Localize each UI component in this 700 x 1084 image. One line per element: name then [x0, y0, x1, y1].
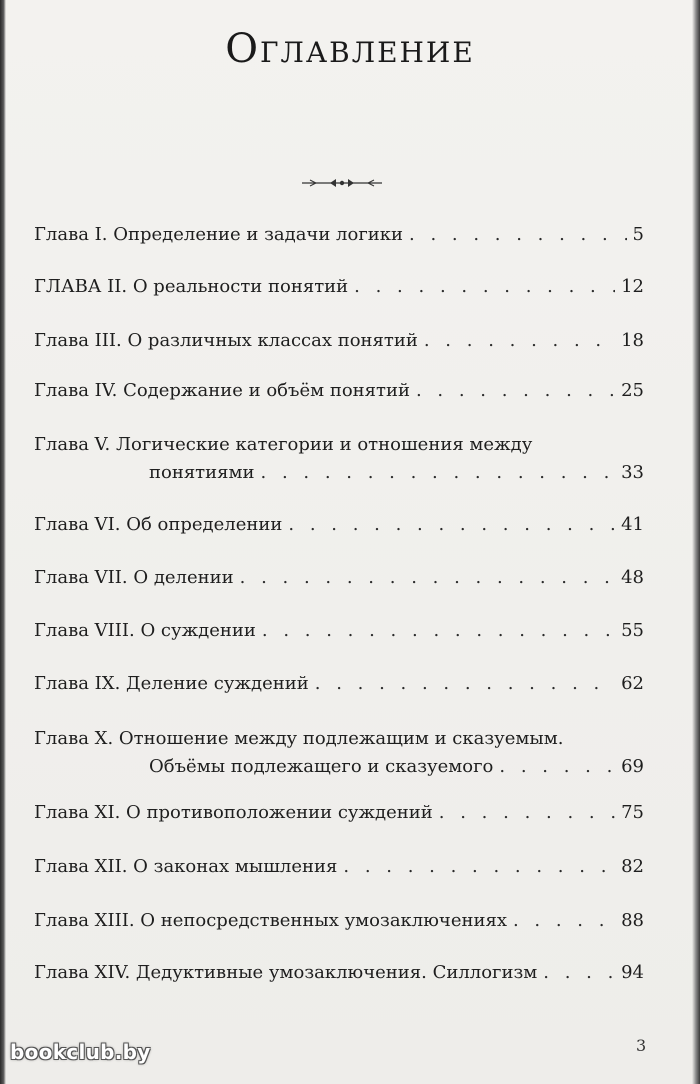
- toc-entry-8: [34, 616, 644, 646]
- page-number: 3: [636, 1036, 647, 1055]
- toc-page-number: 18: [621, 330, 644, 351]
- toc-entry-14: [34, 958, 644, 988]
- dot-leader: [240, 563, 615, 593]
- page-edge-right: [692, 0, 700, 1084]
- toc-page-number: 55: [621, 620, 644, 641]
- toc-title: Глава VIII. О суждении: [34, 620, 256, 641]
- toc-entry-12: [34, 852, 644, 882]
- toc-title: Глава I. Определение и задачи логики: [34, 224, 403, 245]
- dot-leader: [315, 669, 615, 699]
- dot-leader: [409, 220, 627, 250]
- toc-entry-3: [34, 326, 644, 356]
- toc-title: Глава XII. О законах мышления: [34, 856, 338, 877]
- toc-entry-10: [34, 724, 644, 782]
- toc-entry-11: [34, 798, 644, 828]
- toc-entry-4: [34, 376, 644, 406]
- page-edge-left: [0, 0, 6, 1084]
- toc-title: ГЛАВА II. О реальности понятий: [34, 276, 349, 297]
- toc-title: Глава XIII. О непосредственных умозаключениях: [34, 910, 507, 931]
- dot-leader: [354, 272, 615, 302]
- toc-page-number: 12: [621, 276, 644, 297]
- toc-title: Глава IV. Содержание и объём понятий: [34, 380, 410, 401]
- toc-page-number: 75: [621, 802, 644, 823]
- toc-page-number: 69: [621, 756, 644, 777]
- dot-leader: [261, 458, 616, 488]
- toc-page-number: 88: [621, 910, 644, 931]
- dot-leader: [416, 376, 615, 406]
- dot-leader: [513, 906, 615, 936]
- toc-title-line2: Объёмы подлежащего и сказуемого: [149, 756, 494, 777]
- dot-leader: [343, 852, 615, 882]
- toc-page-number: 33: [621, 462, 644, 483]
- dot-leader: [424, 326, 615, 356]
- toc-entry-2: [34, 272, 644, 302]
- toc-page-number: 25: [621, 380, 644, 401]
- dot-leader: [288, 510, 615, 540]
- toc-entry-1: [34, 220, 644, 250]
- toc-title: Глава XI. О противоположении суждений: [34, 802, 433, 823]
- toc-entry-9: [34, 669, 644, 699]
- toc-page-number: 82: [621, 856, 644, 877]
- watermark-logo: bookclub.by: [10, 1040, 151, 1064]
- toc-entry-7: [34, 563, 644, 593]
- page-title: Оглавление: [225, 26, 475, 72]
- toc-title-line2: понятиями: [149, 462, 255, 483]
- ornament-divider: [300, 176, 384, 190]
- toc-page-number: 94: [621, 962, 644, 983]
- toc-title-line1: Глава X. Отношение между подлежащим и сказуемым.: [34, 728, 564, 749]
- toc-entry-6: [34, 510, 644, 540]
- toc-title: Глава IX. Деление суждений: [34, 673, 309, 694]
- toc-page-number: 62: [621, 673, 644, 694]
- toc-page-number: 5: [632, 224, 644, 245]
- toc-entry-5: [34, 430, 644, 488]
- toc-title: Глава VI. Об определении: [34, 514, 283, 535]
- toc-title-line1: Глава V. Логические категории и отношения между: [34, 434, 533, 455]
- dot-leader: [439, 798, 615, 828]
- dot-leader: [543, 958, 615, 988]
- dot-leader: [499, 752, 615, 782]
- toc-title: Глава III. О различных классах понятий: [34, 330, 418, 351]
- toc-page-number: 48: [621, 567, 644, 588]
- toc-title: Глава XIV. Дедуктивные умозаключения. Силлогизм: [34, 962, 538, 983]
- toc-entry-13: [34, 906, 644, 936]
- toc-title: Глава VII. О делении: [34, 567, 234, 588]
- dot-leader: [262, 616, 615, 646]
- toc-page-number: 41: [621, 514, 644, 535]
